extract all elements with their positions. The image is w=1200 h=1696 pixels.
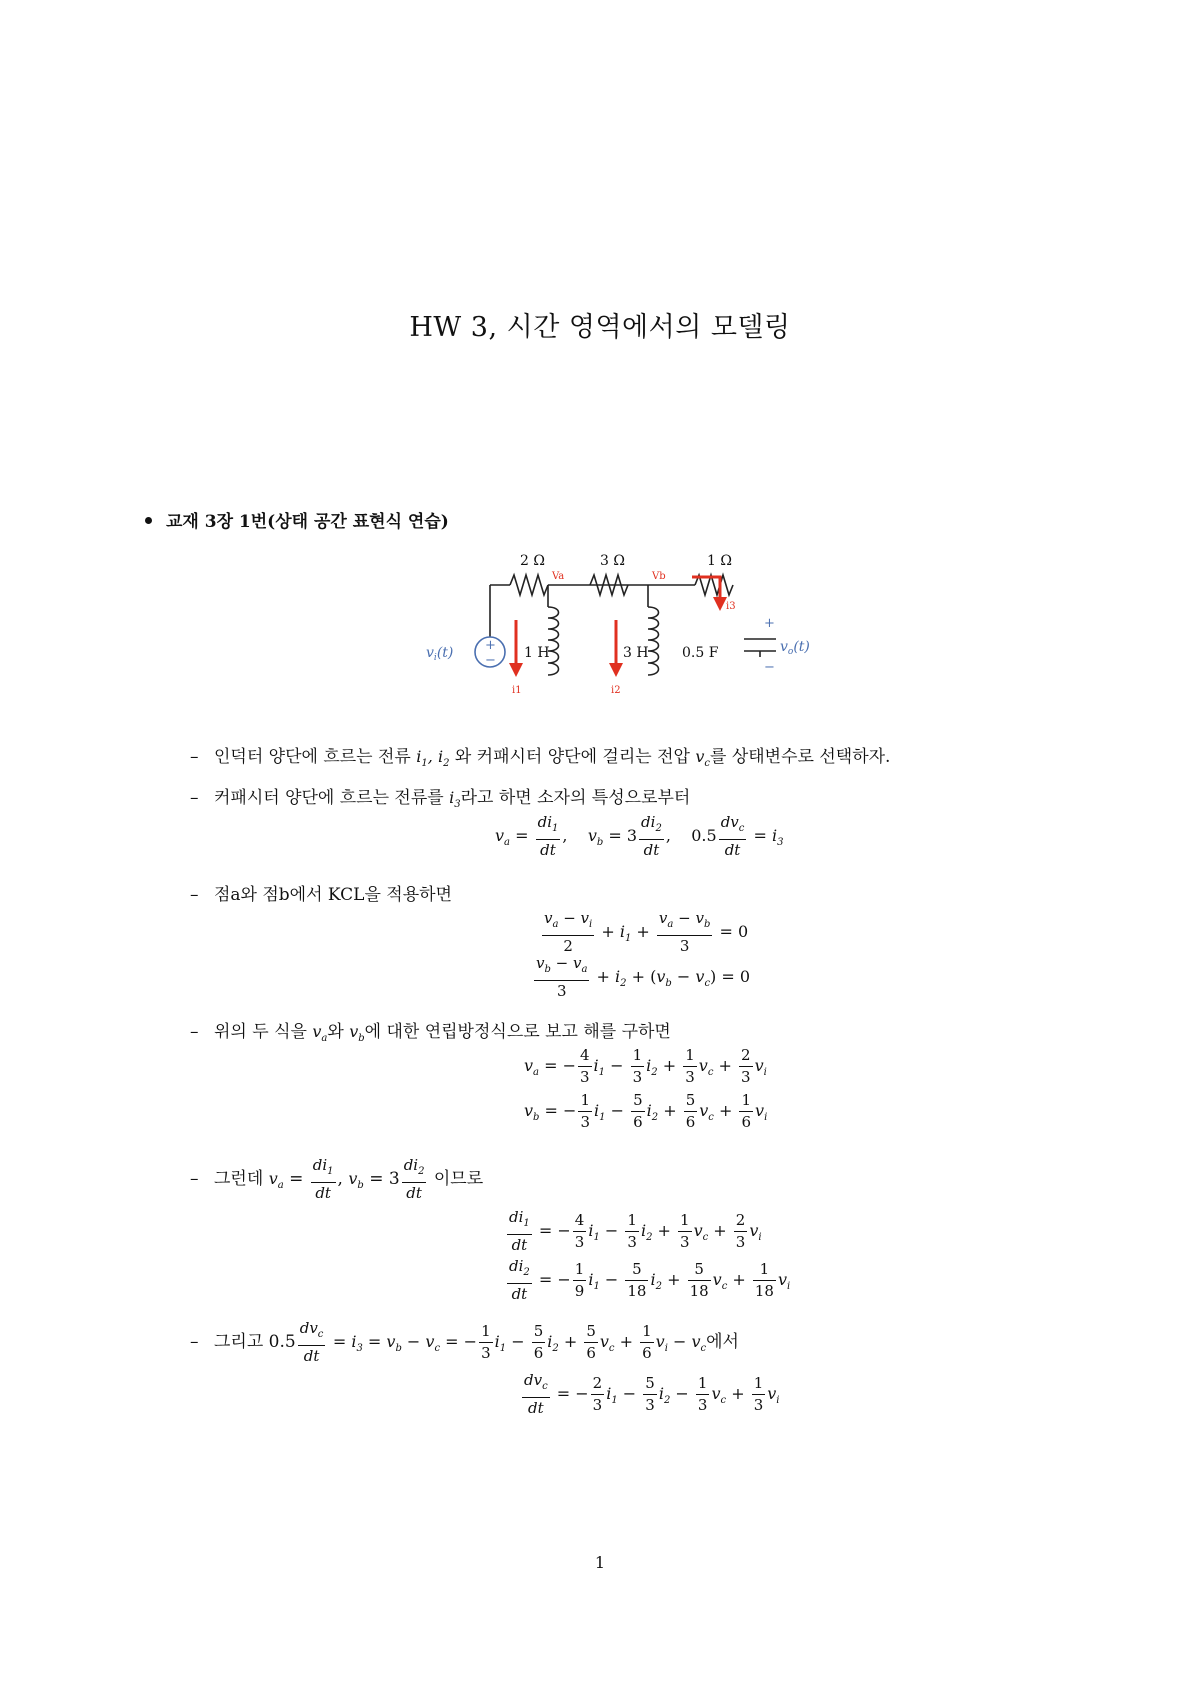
inductor-3h xyxy=(648,607,659,675)
current-label-i1: i1 xyxy=(512,685,522,696)
equation-state-dvc: $\frac{dv_c}{dt}$ = − $\frac{2}{3}$ $i_1$ − $\frac{5}{3}$ $i_2$ − $\frac{1}{3}$ $v_c$ + $\frac{1}{3}$ $v_i$ xyxy=(524,1371,780,1417)
output-label: $v_o(t)$ xyxy=(780,639,810,657)
step-5: – 그런데 $v_a$ = $\frac{di_1}{dt}$ , $v_b = 3$ $\frac{di_2}{dt}$ 이므로 xyxy=(190,1156,484,1202)
page-title: HW 3, 시간 영역에서의 모델링 xyxy=(409,312,791,343)
bullet-item xyxy=(145,507,449,532)
resistor-2ohm xyxy=(510,575,548,595)
capacitor-label: 0.5 F xyxy=(682,645,719,661)
step-4: – 위의 두 식을 $v_a$와 $v_b$에 대한 연립방정식으로 보고 해를 구하면 xyxy=(190,1022,671,1045)
inductor-1h xyxy=(548,607,559,675)
equation-solution-vb: $v_b$ = − $\frac{1}{3}$ $i_1$ − $\frac{5}{6}$ $i_2$ + $\frac{5}{6}$ $v_c$ + $\frac{1}{6}$ $v_i$ xyxy=(524,1091,768,1131)
source-minus: − xyxy=(485,653,496,668)
current-label-i3: i3 xyxy=(726,601,736,612)
step-2: – 커패시터 양단에 흐르는 전류를 $i_3$라고 하면 소자의 특성으로부터 xyxy=(190,788,691,811)
equation-state-di2: $\frac{di_2}{dt}$ = − $\frac{1}{9}$ $i_1$ − $\frac{5}{18}$ $i_2$ + $\frac{5}{18}$ $v_c$ + $\frac{1}{18}$ $v_i$ xyxy=(509,1257,791,1303)
step-1: – 인덕터 양단에 흐르는 전류 $i_1$, $i_2$ 와 커패시터 양단에 걸리는 전압 $v_c$를 상태변수로 선택하자. xyxy=(190,747,891,770)
step-6: – 그리고 0.5 $\frac{dv_c}{dt}$ = $i_3 = v_b - v_c$ = − $\frac{1}{3}$ $i_1$ − $\frac{5}{6}$ $i_2$ + $\frac{5}{6}$ $v_c$ + $\frac{1}{6}$ $v_i - v_c$에서 xyxy=(190,1319,739,1365)
equation-element-relations: $v_a$ = $\frac{di_1}{dt}$ , $v_b = 3$ $\frac{di_2}{dt}$ , 0.5 $\frac{dv_c}{dt}$ = $i_3$ xyxy=(495,813,784,859)
circuit-diagram xyxy=(426,545,810,715)
node-label-vb: Vb xyxy=(652,571,666,582)
equation-solution-va: $v_a$ = − $\frac{4}{3}$ $i_1$ − $\frac{1}{3}$ $i_2$ + $\frac{1}{3}$ $v_c$ + $\frac{2}{3}$ $v_i$ xyxy=(524,1046,767,1086)
page-number: 1 xyxy=(594,1553,606,1572)
equation-kcl-b: $\frac{v_b - v_a}{3}$ + $i_2 + (v_b - v_c) = 0$ xyxy=(536,954,751,1000)
equation-state-di1: $\frac{di_1}{dt}$ = − $\frac{4}{3}$ $i_1$ − $\frac{1}{3}$ $i_2$ + $\frac{1}{3}$ $v_c$ + $\frac{2}{3}$ $v_i$ xyxy=(509,1208,762,1254)
bullet-dot xyxy=(145,517,152,524)
bullet-text: 교재 3장 1번(상태 공간 표현식 연습) xyxy=(166,512,449,532)
source-label: $v_i(t)$ xyxy=(426,645,454,663)
current-label-i2: i2 xyxy=(611,685,621,696)
node-label-va: Va xyxy=(552,571,565,582)
step-3: – 점a와 점b에서 KCL을 적용하면 xyxy=(190,885,452,905)
resistor-label-1ohm: 1 Ω xyxy=(707,553,732,569)
resistor-label-3ohm: 3 Ω xyxy=(600,553,625,569)
source-plus: + xyxy=(485,638,496,653)
inductor-label-3h: 3 H xyxy=(623,645,649,661)
output-plus: + xyxy=(764,616,775,631)
resistor-label-2ohm: 2 Ω xyxy=(520,553,545,569)
output-minus: − xyxy=(764,660,775,675)
equation-kcl-a: $\frac{v_a - v_i}{2}$ + $i_1$ + $\frac{v_a - v_b}{3}$ = 0 xyxy=(544,909,749,955)
inductor-label-1h: 1 H xyxy=(524,645,550,661)
